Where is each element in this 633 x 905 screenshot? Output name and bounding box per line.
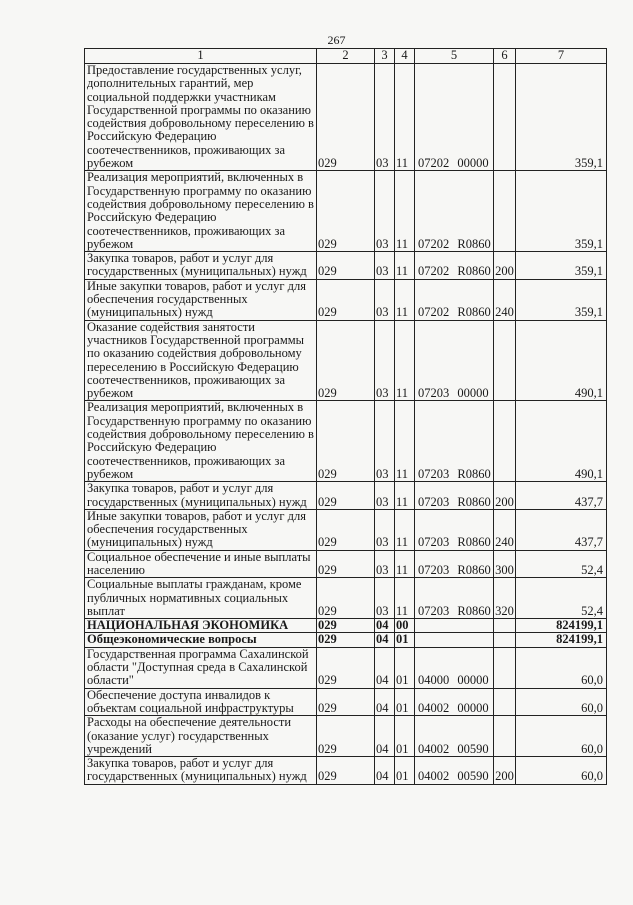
expense-type-cell bbox=[494, 619, 516, 633]
expense-name-cell: Государственная программа Сахалинской области "Доступная среда в Сахалинской области" bbox=[85, 647, 317, 688]
expense-type-cell: 240 bbox=[494, 279, 516, 320]
ministry-code-cell: 029 bbox=[317, 757, 375, 785]
subsection-code-cell: 11 bbox=[395, 279, 415, 320]
ministry-code-cell: 029 bbox=[317, 550, 375, 578]
column-header: 1 bbox=[85, 49, 317, 64]
expense-name-cell: Закупка товаров, работ и услуг для государственных (муниципальных) нужд bbox=[85, 252, 317, 280]
section-code-cell: 03 bbox=[375, 279, 395, 320]
target-article-cell: 07203 R0860 bbox=[415, 578, 494, 619]
table-row bbox=[85, 64, 607, 171]
ministry-code-cell: 029 bbox=[317, 633, 375, 647]
subsection-code-cell: 00 bbox=[395, 619, 415, 633]
expense-name-cell: Социальные выплаты гражданам, кроме публичных нормативных социальных выплат bbox=[85, 578, 317, 619]
table-row bbox=[85, 252, 607, 280]
expense-type-cell bbox=[494, 171, 516, 252]
subsection-code-cell: 11 bbox=[395, 401, 415, 482]
ministry-code-cell: 029 bbox=[317, 647, 375, 688]
section-code-cell: 03 bbox=[375, 64, 395, 171]
target-article-cell: 04000 00000 bbox=[415, 647, 494, 688]
amount-cell: 490,1 bbox=[516, 320, 607, 401]
column-header: 7 bbox=[516, 49, 607, 64]
target-article-cell: 07203 R0860 bbox=[415, 550, 494, 578]
subsection-code-cell: 11 bbox=[395, 171, 415, 252]
column-header: 4 bbox=[395, 49, 415, 64]
budget-table bbox=[84, 48, 607, 785]
expense-type-cell: 300 bbox=[494, 550, 516, 578]
expense-type-cell bbox=[494, 647, 516, 688]
target-article-cell: 04002 00000 bbox=[415, 688, 494, 716]
expense-type-cell: 320 bbox=[494, 578, 516, 619]
expense-type-cell: 200 bbox=[494, 757, 516, 785]
target-article-cell: 07202 R0860 bbox=[415, 279, 494, 320]
table-row bbox=[85, 401, 607, 482]
table-row bbox=[85, 633, 607, 647]
expense-name-cell: Закупка товаров, работ и услуг для государственных (муниципальных) нужд bbox=[85, 757, 317, 785]
expense-name-cell: Реализация мероприятий, включенных в Государственную программу по оказанию содействия добровольному переселению в Российскую Федерацию соотечественников, проживающих за рубежом bbox=[85, 171, 317, 252]
section-code-cell: 04 bbox=[375, 647, 395, 688]
expense-name-cell: Социальное обеспечение и иные выплаты населению bbox=[85, 550, 317, 578]
amount-cell: 359,1 bbox=[516, 171, 607, 252]
table-row bbox=[85, 320, 607, 401]
expense-type-cell: 200 bbox=[494, 482, 516, 510]
table-row bbox=[85, 171, 607, 252]
amount-cell: 60,0 bbox=[516, 688, 607, 716]
column-header: 5 bbox=[415, 49, 494, 64]
section-code-cell: 04 bbox=[375, 619, 395, 633]
target-article-cell: 07203 R0860 bbox=[415, 509, 494, 550]
amount-cell: 437,7 bbox=[516, 482, 607, 510]
amount-cell: 490,1 bbox=[516, 401, 607, 482]
amount-cell: 60,0 bbox=[516, 716, 607, 757]
expense-name-cell: Расходы на обеспечение деятельности (оказание услуг) государственных учреждений bbox=[85, 716, 317, 757]
ministry-code-cell: 029 bbox=[317, 279, 375, 320]
target-article-cell bbox=[415, 619, 494, 633]
amount-cell: 60,0 bbox=[516, 647, 607, 688]
table-row bbox=[85, 688, 607, 716]
subsection-code-cell: 11 bbox=[395, 578, 415, 619]
amount-cell: 437,7 bbox=[516, 509, 607, 550]
amount-cell: 60,0 bbox=[516, 757, 607, 785]
subsection-code-cell: 11 bbox=[395, 482, 415, 510]
section-code-cell: 03 bbox=[375, 482, 395, 510]
subsection-code-cell: 01 bbox=[395, 647, 415, 688]
table-row bbox=[85, 509, 607, 550]
column-header: 2 bbox=[317, 49, 375, 64]
section-code-cell: 03 bbox=[375, 320, 395, 401]
ministry-code-cell: 029 bbox=[317, 716, 375, 757]
table-row bbox=[85, 279, 607, 320]
table-row bbox=[85, 619, 607, 633]
section-code-cell: 04 bbox=[375, 716, 395, 757]
section-code-cell: 03 bbox=[375, 550, 395, 578]
expense-name-cell: Иные закупки товаров, работ и услуг для обеспечения государственных (муниципальных) нужд bbox=[85, 509, 317, 550]
target-article-cell: 07202 00000 bbox=[415, 64, 494, 171]
section-code-cell: 04 bbox=[375, 633, 395, 647]
target-article-cell: 07203 00000 bbox=[415, 320, 494, 401]
section-code-cell: 04 bbox=[375, 757, 395, 785]
column-header: 3 bbox=[375, 49, 395, 64]
ministry-code-cell: 029 bbox=[317, 401, 375, 482]
ministry-code-cell: 029 bbox=[317, 320, 375, 401]
table-row bbox=[85, 757, 607, 785]
expense-name-cell: Иные закупки товаров, работ и услуг для обеспечения государственных (муниципальных) нужд bbox=[85, 279, 317, 320]
target-article-cell: 04002 00590 bbox=[415, 757, 494, 785]
page-number: 267 bbox=[327, 33, 346, 47]
target-article-cell bbox=[415, 633, 494, 647]
subsection-code-cell: 01 bbox=[395, 633, 415, 647]
ministry-code-cell: 029 bbox=[317, 619, 375, 633]
target-article-cell: 07203 R0860 bbox=[415, 401, 494, 482]
ministry-code-cell: 029 bbox=[317, 171, 375, 252]
expense-name-cell: НАЦИОНАЛЬНАЯ ЭКОНОМИКА bbox=[85, 619, 317, 633]
table-row bbox=[85, 716, 607, 757]
expense-type-cell: 200 bbox=[494, 252, 516, 280]
expense-type-cell bbox=[494, 320, 516, 401]
table-row bbox=[85, 578, 607, 619]
section-code-cell: 03 bbox=[375, 252, 395, 280]
expense-type-cell bbox=[494, 401, 516, 482]
subsection-code-cell: 01 bbox=[395, 716, 415, 757]
section-code-cell: 03 bbox=[375, 578, 395, 619]
amount-cell: 52,4 bbox=[516, 550, 607, 578]
expense-type-cell bbox=[494, 688, 516, 716]
amount-cell: 359,1 bbox=[516, 64, 607, 171]
expense-name-cell: Обеспечение доступа инвалидов к объектам социальной инфраструктуры bbox=[85, 688, 317, 716]
expense-name-cell: Общеэкономические вопросы bbox=[85, 633, 317, 647]
subsection-code-cell: 11 bbox=[395, 252, 415, 280]
subsection-code-cell: 11 bbox=[395, 320, 415, 401]
column-header: 6 bbox=[494, 49, 516, 64]
expense-name-cell: Реализация мероприятий, включенных в Государственную программу по оказанию содействия добровольному переселению в Российскую Федерацию соотечественников, проживающих за рубежом bbox=[85, 401, 317, 482]
amount-cell: 824199,1 bbox=[516, 619, 607, 633]
amount-cell: 359,1 bbox=[516, 252, 607, 280]
ministry-code-cell: 029 bbox=[317, 482, 375, 510]
target-article-cell: 07202 R0860 bbox=[415, 252, 494, 280]
target-article-cell: 07202 R0860 bbox=[415, 171, 494, 252]
subsection-code-cell: 11 bbox=[395, 509, 415, 550]
ministry-code-cell: 029 bbox=[317, 578, 375, 619]
expense-type-cell bbox=[494, 716, 516, 757]
section-code-cell: 03 bbox=[375, 509, 395, 550]
table-row bbox=[85, 647, 607, 688]
subsection-code-cell: 01 bbox=[395, 688, 415, 716]
amount-cell: 52,4 bbox=[516, 578, 607, 619]
expense-type-cell bbox=[494, 633, 516, 647]
ministry-code-cell: 029 bbox=[317, 64, 375, 171]
subsection-code-cell: 11 bbox=[395, 550, 415, 578]
expense-name-cell: Закупка товаров, работ и услуг для государственных (муниципальных) нужд bbox=[85, 482, 317, 510]
amount-cell: 824199,1 bbox=[516, 633, 607, 647]
section-code-cell: 04 bbox=[375, 688, 395, 716]
section-code-cell: 03 bbox=[375, 171, 395, 252]
column-header-row bbox=[85, 49, 607, 64]
ministry-code-cell: 029 bbox=[317, 252, 375, 280]
expense-name-cell: Предоставление государственных услуг, дополнительных гарантий, мер социальной поддержки участникам Государственной программы по оказанию содействия добровольному переселению в Российскую Федерацию соотечественников, проживающих за рубежом bbox=[85, 64, 317, 171]
target-article-cell: 07203 R0860 bbox=[415, 482, 494, 510]
expense-type-cell bbox=[494, 64, 516, 171]
subsection-code-cell: 01 bbox=[395, 757, 415, 785]
expense-name-cell: Оказание содействия занятости участников Государственной программы по оказанию содействия добровольному переселению в Российскую Федерацию соотечественников, проживающих за рубежом bbox=[85, 320, 317, 401]
amount-cell: 359,1 bbox=[516, 279, 607, 320]
table-row bbox=[85, 550, 607, 578]
ministry-code-cell: 029 bbox=[317, 509, 375, 550]
section-code-cell: 03 bbox=[375, 401, 395, 482]
table-row bbox=[85, 482, 607, 510]
expense-type-cell: 240 bbox=[494, 509, 516, 550]
ministry-code-cell: 029 bbox=[317, 688, 375, 716]
target-article-cell: 04002 00590 bbox=[415, 716, 494, 757]
subsection-code-cell: 11 bbox=[395, 64, 415, 171]
